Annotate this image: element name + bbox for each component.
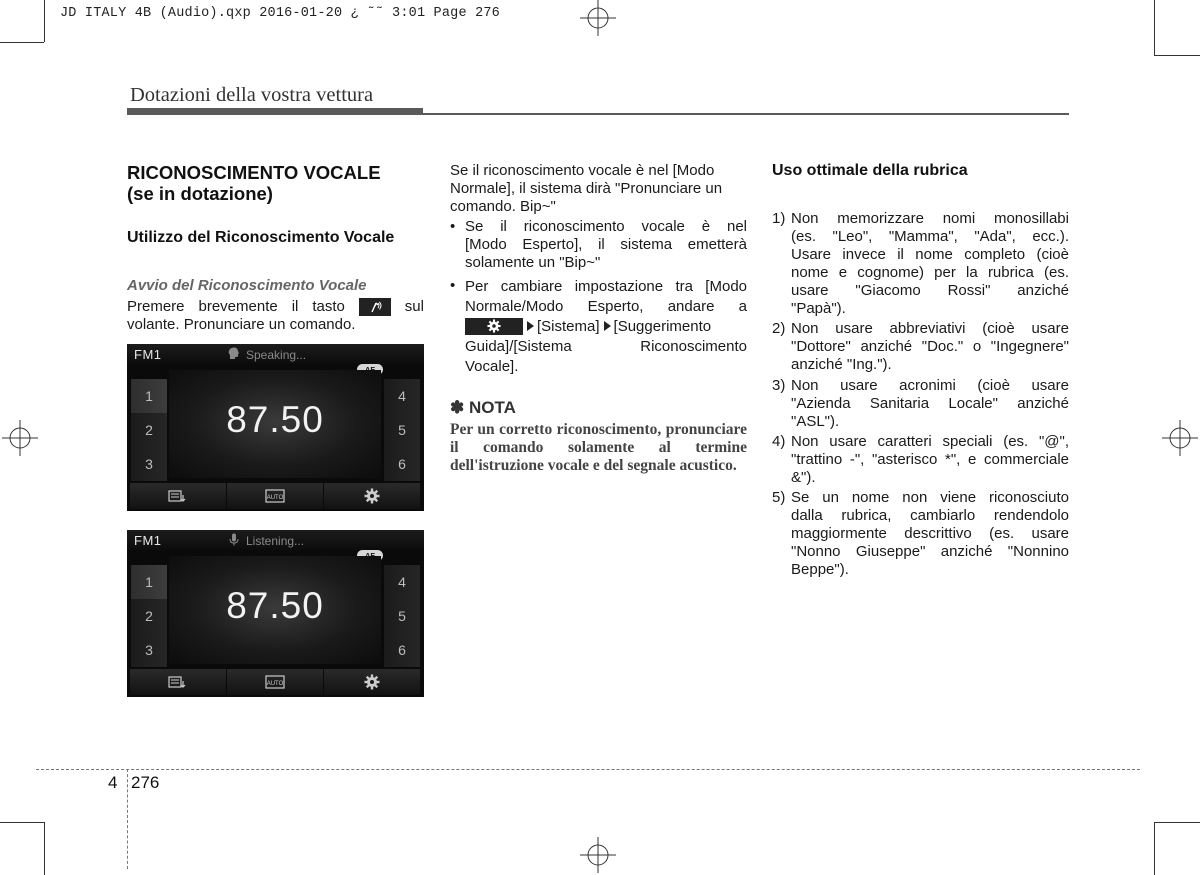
arrow-right-icon xyxy=(527,321,534,331)
preset-button-3[interactable]: 3 xyxy=(131,447,167,481)
section-heading: Uso ottimale della rubrica xyxy=(772,162,968,179)
gear-icon xyxy=(364,488,380,504)
radio-list-button[interactable] xyxy=(130,483,226,509)
band-label: FM1 xyxy=(134,347,162,362)
registration-mark-icon xyxy=(580,837,616,873)
preset-button-3[interactable]: 3 xyxy=(131,633,167,667)
crop-mark xyxy=(1154,0,1155,55)
list-item: Non memorizzare nomi monosillabi (es. "Leo", "Mamma", "Ada", ecc.). Usare invece il nome completo (cioè nome e cognome) per la rubrica (es. usare "Giacomo Rossi" anziché "Papà"). xyxy=(791,210,1069,317)
svg-text:AUTO: AUTO xyxy=(266,495,284,501)
settings-button[interactable] xyxy=(324,483,420,509)
gear-icon xyxy=(487,319,501,333)
subheading: Utilizzo del Riconoscimento Vocale xyxy=(127,229,395,246)
note-text: Per un corretto riconoscimento, pronunciare il comando solamente al termine dell'istruzione vocale e del segnale acustico. xyxy=(450,421,747,474)
frequency-display: 87.50 xyxy=(226,585,324,626)
crop-mark xyxy=(1154,822,1200,823)
note-heading: ✽ NOTA xyxy=(450,398,516,417)
crop-mark xyxy=(44,822,45,875)
auto-store-icon xyxy=(265,489,285,503)
setup-key-icon xyxy=(465,318,523,335)
radio-screen-speaking xyxy=(127,344,424,511)
registration-mark-icon xyxy=(1162,420,1198,456)
main-heading: RICONOSCIMENTO VOCALE (se in dotazione) xyxy=(127,162,381,204)
header-rule xyxy=(127,113,1069,115)
preset-button-1[interactable]: 1 xyxy=(131,379,167,413)
list-item: Non usare abbreviativi (cioè usare "Dottore" anziché "Doc." o "Ingegnere" anziché "Ing."). xyxy=(791,320,1069,373)
list-number: 2) xyxy=(772,320,786,337)
crop-mark xyxy=(0,822,44,823)
footer-divider xyxy=(127,769,128,869)
microphone-icon xyxy=(228,533,240,546)
preset-button-1[interactable]: 1 xyxy=(131,565,167,599)
list-number: 4) xyxy=(772,433,786,450)
radio-list-icon xyxy=(168,675,188,689)
preset-button-5[interactable]: 5 xyxy=(384,413,420,447)
list-number: 3) xyxy=(772,377,786,394)
settings-button[interactable] xyxy=(324,669,420,695)
chapter-number: 4 xyxy=(108,773,118,792)
section-title: Dotazioni della vostra vettura xyxy=(130,84,374,106)
list-item: • Per cambiare impostazione tra [Modo Normale/Modo Esperto, andare a [Sistema] [Suggerimento Guida]/[Sistema Riconoscimento Vocale]. xyxy=(450,277,747,375)
preset-button-4[interactable]: 4 xyxy=(384,565,420,599)
crop-mark xyxy=(1154,55,1200,56)
instruction-line: volante. Pronunciare un comando. xyxy=(127,316,356,333)
print-header: JD ITALY 4B (Audio).qxp 2016-01-20 ¿ ˜˜ 3:01 Page 276 xyxy=(60,6,500,21)
preset-button-2[interactable]: 2 xyxy=(131,599,167,633)
footer-rule xyxy=(36,769,1140,770)
instruction-line: Premere brevemente il tasto sul xyxy=(127,298,424,315)
preset-button-4[interactable]: 4 xyxy=(384,379,420,413)
crop-mark xyxy=(1154,822,1155,875)
registration-mark-icon xyxy=(2,420,38,456)
list-item: Non usare acronimi (cioè usare "Azienda Sanitaria Locale" anziché "ASL"). xyxy=(791,377,1069,430)
speaking-head-icon xyxy=(228,347,240,360)
intro-paragraph: Se il riconoscimento vocale è nel [Modo Normale], il sistema dirà "Pronunciare un comando. Bip~" xyxy=(450,162,723,215)
svg-text:AUTO: AUTO xyxy=(266,681,284,687)
list-number: 1) xyxy=(772,210,786,227)
auto-store-button[interactable] xyxy=(227,669,323,695)
preset-button-6[interactable]: 6 xyxy=(384,447,420,481)
radio-list-icon xyxy=(168,489,188,503)
crop-mark xyxy=(0,42,44,43)
radio-screen-listening xyxy=(127,530,424,697)
list-item: Non usare caratteri speciali (es. "@", "trattino -", "asterisco *", e commerciale &"). xyxy=(791,433,1069,486)
crop-mark xyxy=(44,0,45,42)
radio-list-button[interactable] xyxy=(130,669,226,695)
arrow-right-icon xyxy=(604,321,611,331)
preset-button-6[interactable]: 6 xyxy=(384,633,420,667)
voice-status-text: Listening... xyxy=(246,534,305,548)
preset-button-5[interactable]: 5 xyxy=(384,599,420,633)
voice-recognition-key-icon xyxy=(359,298,391,316)
frequency-display: 87.50 xyxy=(226,399,324,440)
registration-mark-icon xyxy=(580,0,616,36)
gear-icon xyxy=(364,674,380,690)
auto-store-icon xyxy=(265,675,285,689)
page-number: 276 xyxy=(131,773,160,792)
voice-status-text: Speaking... xyxy=(246,348,307,362)
band-label: FM1 xyxy=(134,533,162,548)
list-item: Se un nome non viene riconosciuto dalla rubrica, cambiarlo rendendolo maggiormente descrittivo (es. usare "Nonno Giuseppe" anziché "Nonnino Beppe"). xyxy=(791,489,1069,578)
list-item: • Se il riconoscimento vocale è nel [Modo Esperto], il sistema emetterà solamente un "Bip~" xyxy=(450,218,747,271)
preset-button-2[interactable]: 2 xyxy=(131,413,167,447)
list-number: 5) xyxy=(772,489,786,506)
subsubheading: Avvio del Riconoscimento Vocale xyxy=(127,277,367,294)
auto-store-button[interactable] xyxy=(227,483,323,509)
